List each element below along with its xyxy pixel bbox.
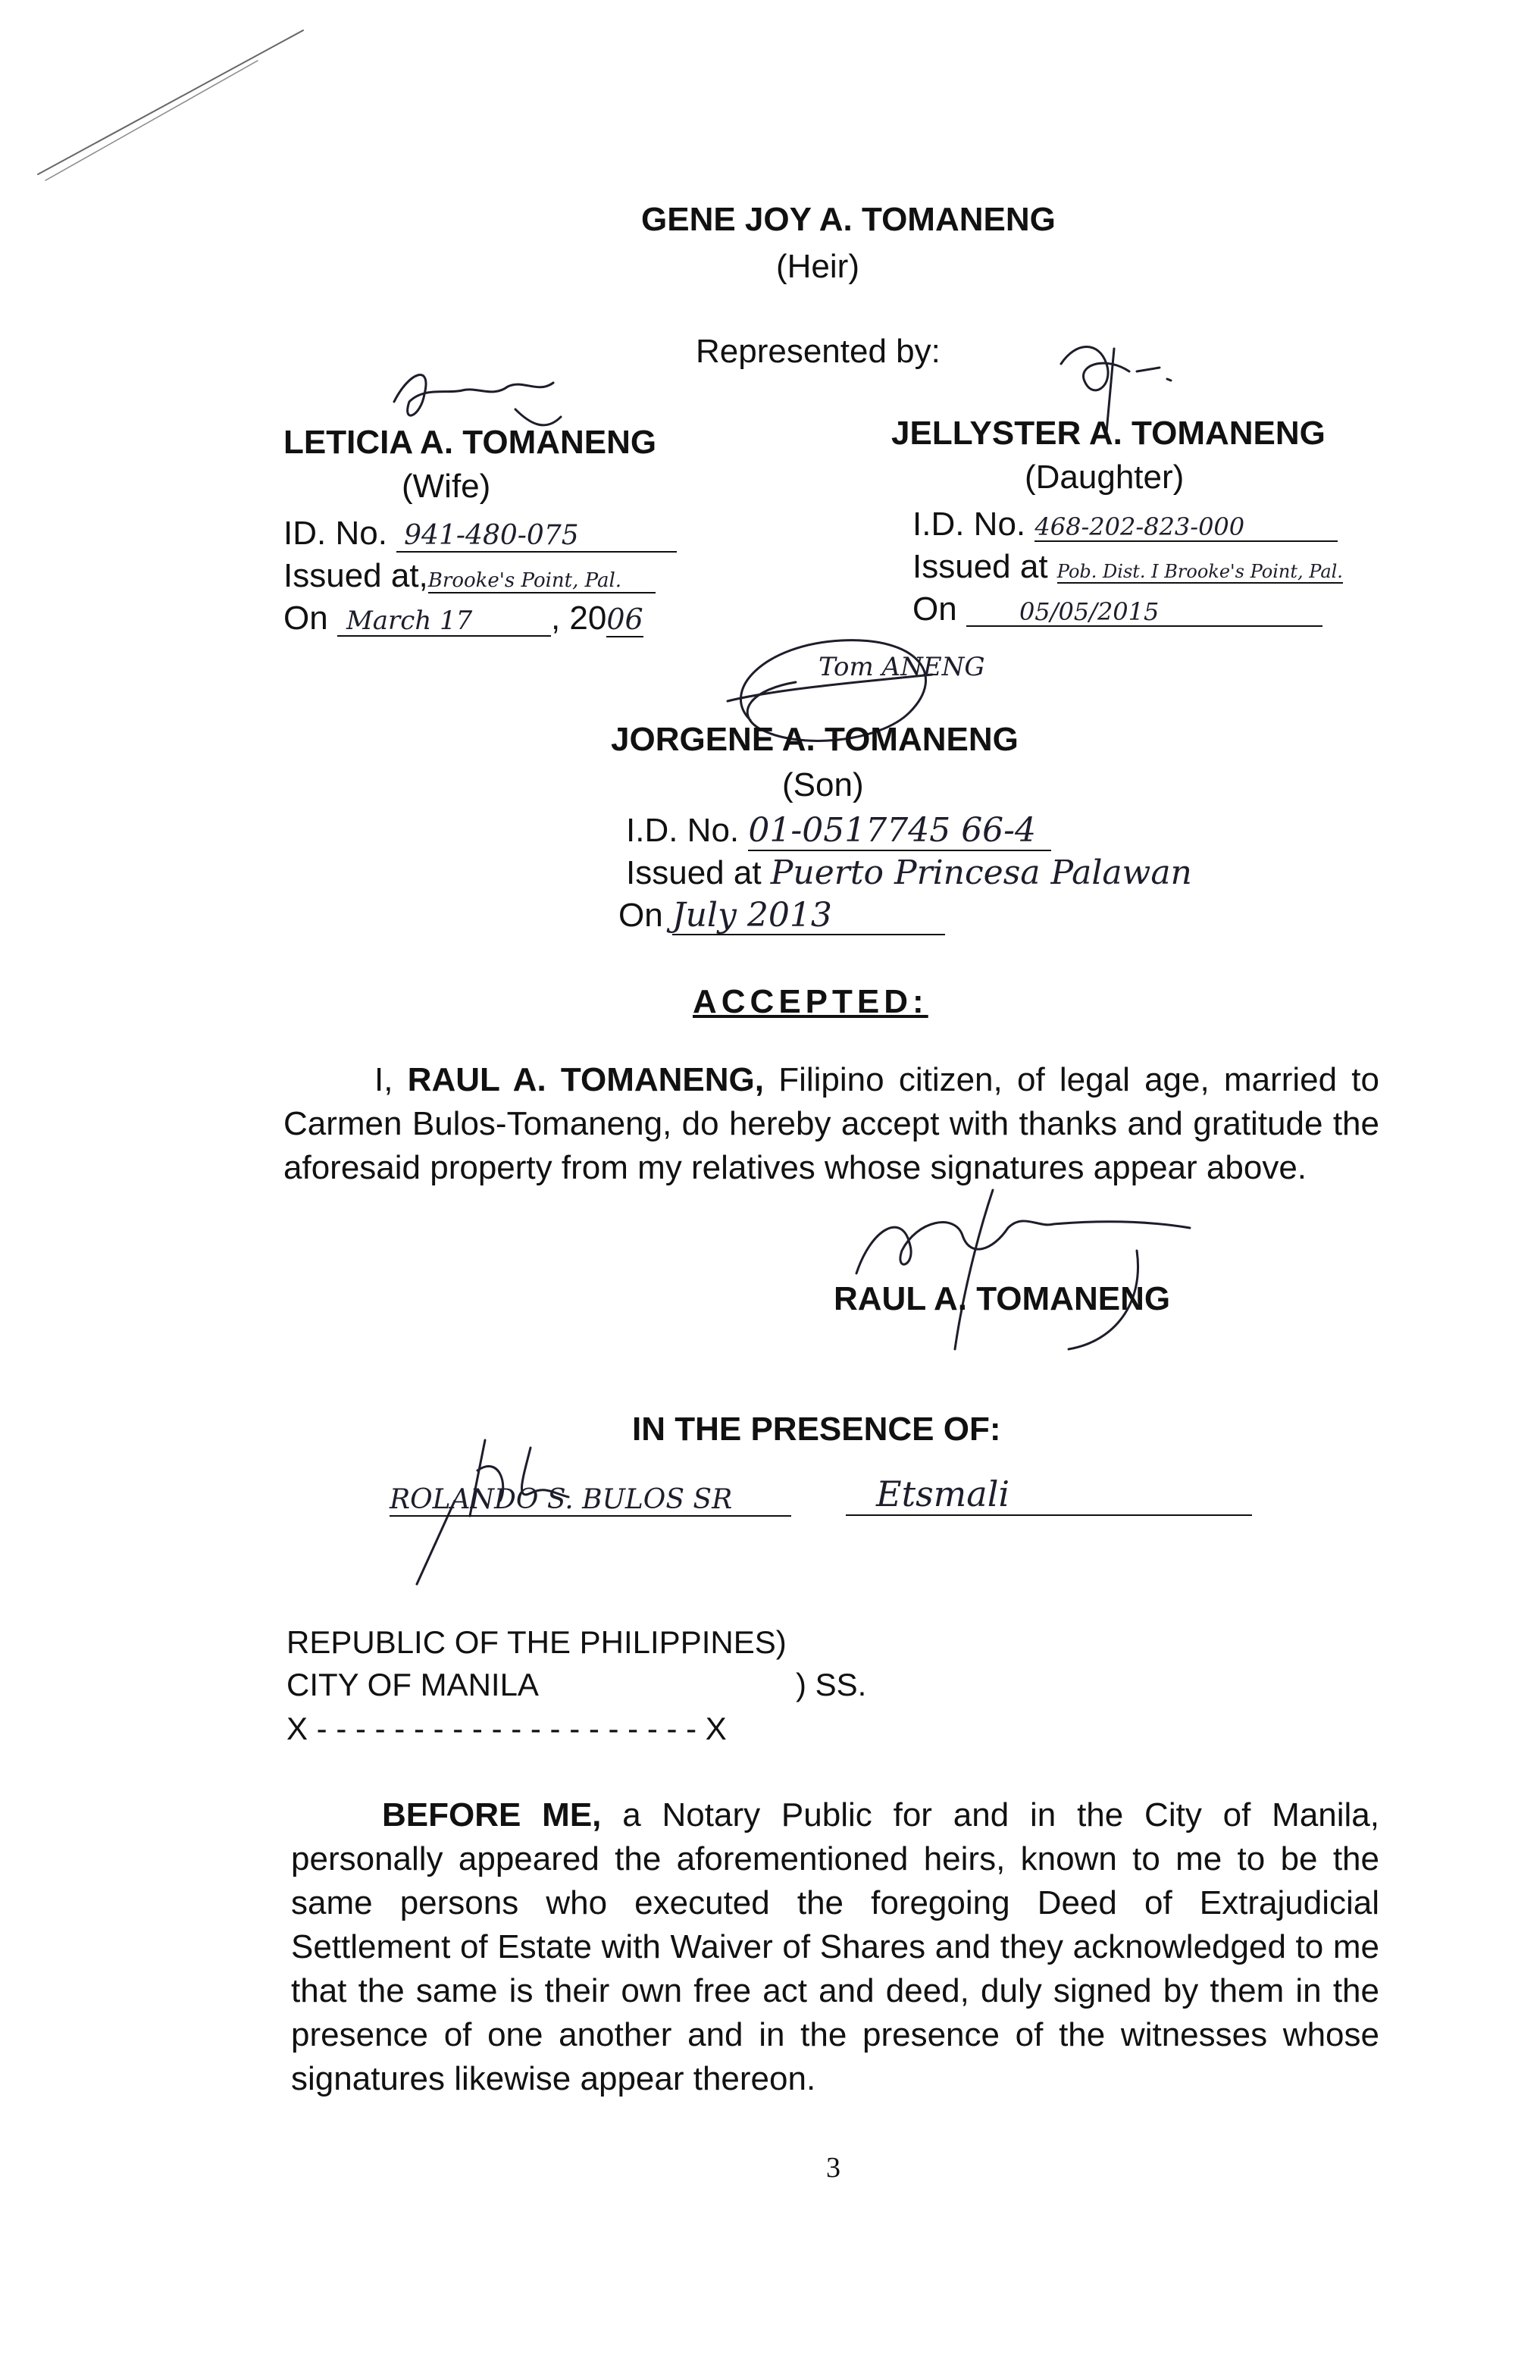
leticia-on-label: On [283, 600, 328, 637]
jellyster-issued-value: Pob. Dist. I Brooke's Point, Pal. [1056, 561, 1343, 582]
page-number: 3 [826, 2152, 840, 2184]
presence-heading: IN THE PRESENCE OF: [632, 1411, 1001, 1448]
jorgene-issued-label: Issued at [626, 854, 762, 891]
jorgene-on-row [618, 897, 945, 935]
jellyster-name: JELLYSTER A. TOMANENG [891, 415, 1326, 452]
notary-para-rest: a Notary Public for and in the City of Manila, personally appeared the aforementioned heirs, known to me to be the same persons who executed the foregoing Deed of Extrajudicial Settlement of Estate with Waiver of Shares and they acknowledged to me that the same is their own free act and deed, duly signed by them in the presence of one another and in the presence of the witnesses whose signatures likewise appear thereon. [291, 1796, 1380, 2097]
jorgene-name: JORGENE A. TOMANENG [611, 721, 1019, 758]
jellyster-id-label: I.D. No. [912, 506, 1026, 543]
raul-signature [811, 1182, 1205, 1357]
venue-divider: X - - - - - - - - - - - - - - - - - - - - X [286, 1711, 727, 1746]
jorgene-signature-text: Tom ANENG [819, 652, 985, 682]
jorgene-on-value: July 2013 [672, 897, 945, 935]
notary-paragraph [291, 1793, 1379, 2101]
jellyster-id-row [912, 506, 1338, 543]
venue-republic: REPUBLIC OF THE PHILIPPINES) [286, 1624, 787, 1660]
heir-name: GENE JOY A. TOMANENG [641, 201, 1056, 238]
leticia-issued-label: Issued at, [283, 557, 428, 594]
jellyster-on-row [912, 591, 1322, 628]
witness2-name: Etsmali [846, 1473, 1252, 1516]
leticia-on-year-prefix: , 20 [550, 600, 607, 637]
jorgene-on-label: On [618, 897, 663, 934]
accepted-para-rest: Filipino citizen, of legal age, married to Carmen Bulos-Tomaneng, do hereby accept with thanks and gratitude the aforesaid property from my relatives whose signatures appear above. [283, 1061, 1379, 1186]
raul-signatory-name: RAUL A. TOMANENG [834, 1280, 1171, 1317]
leticia-id-row [283, 515, 677, 553]
jorgene-id-row [626, 813, 1051, 849]
jellyster-issued-row [912, 549, 1343, 585]
scan-mark-top-left [30, 15, 288, 182]
leticia-issued-value: Brooke's Point, Pal. [428, 570, 656, 593]
leticia-issued-row [283, 558, 656, 594]
jellyster-on-value: 05/05/2015 [966, 599, 1322, 627]
jorgene-issued-value: Puerto Princesa Palawan [770, 853, 1192, 892]
leticia-on-year-hand: 06 [606, 603, 643, 636]
leticia-name: LETICIA A. TOMANENG [283, 424, 657, 461]
heir-role: (Heir) [776, 248, 859, 285]
leticia-id-value: 941-480-075 [396, 521, 677, 553]
notary-para-start: BEFORE ME, [382, 1796, 602, 1834]
leticia-id-label: ID. No. [283, 515, 387, 552]
leticia-on-row [283, 600, 643, 637]
venue-city: CITY OF MANILA [286, 1667, 539, 1702]
accepted-paragraph [283, 1058, 1379, 1190]
leticia-on-value: March 17 [337, 607, 551, 637]
jellyster-issued-label: Issued at [912, 548, 1048, 585]
jellyster-role: (Daughter) [1025, 459, 1185, 496]
accepted-para-name: RAUL A. TOMANENG, [407, 1061, 764, 1098]
accepted-para-start: I, [374, 1061, 408, 1098]
venue-ss: ) SS. [796, 1667, 867, 1702]
jorgene-id-value: 01-0517745 66-4 [748, 811, 1051, 851]
jorgene-role: (Son) [782, 766, 864, 803]
represented-by-label: Represented by: [696, 333, 941, 370]
jellyster-on-label: On [912, 590, 957, 628]
witness1-name: ROLANDO S. BULOS SR [390, 1484, 791, 1517]
jorgene-id-label: I.D. No. [626, 812, 740, 849]
leticia-role: (Wife) [402, 468, 491, 505]
jellyster-id-value: 468-202-823-000 [1034, 514, 1338, 542]
accepted-heading: ACCEPTED: [693, 983, 928, 1020]
jorgene-issued-row [626, 855, 1192, 891]
